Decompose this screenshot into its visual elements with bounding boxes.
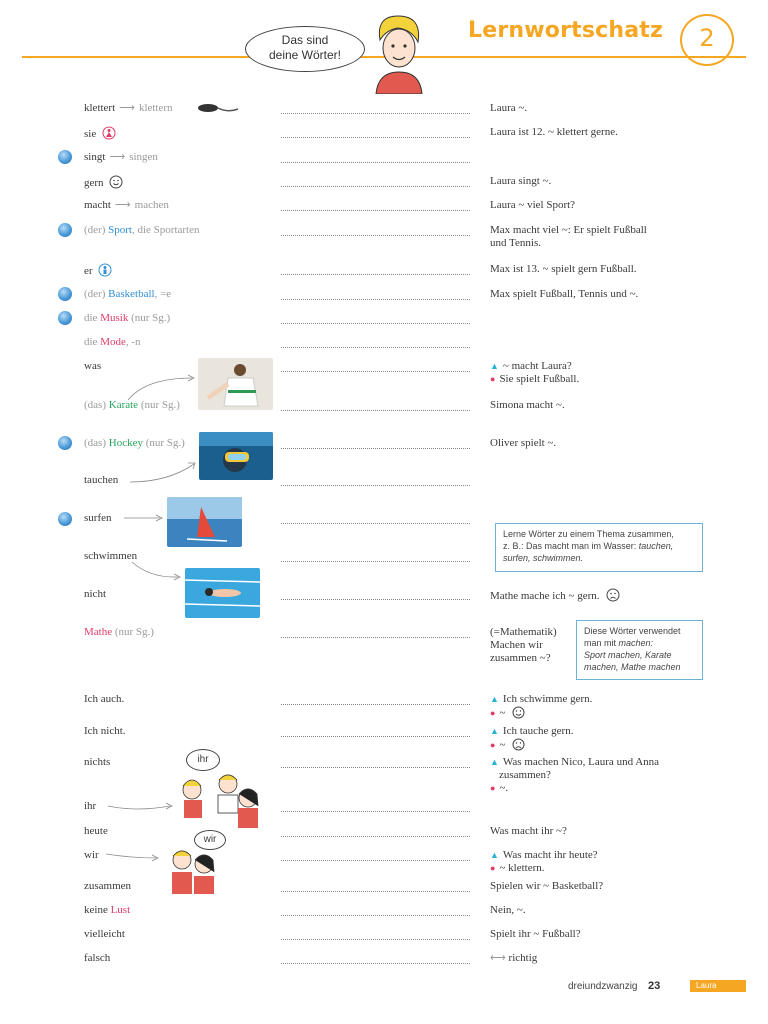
answer-line[interactable]: [281, 409, 470, 411]
vocab-example: Laura ~.: [490, 102, 528, 114]
double-arrow-icon: ⟷: [490, 952, 506, 964]
answer-line[interactable]: [281, 484, 470, 486]
vocab-example: ▲ Ich tauche gern. ● ~: [490, 725, 574, 751]
vocab-word: heute: [84, 825, 108, 837]
vocab-example: Nein, ~.: [490, 904, 526, 916]
girl-illustration: [362, 10, 434, 94]
vocab-word: ihr: [84, 800, 97, 812]
chapter-badge: [680, 14, 734, 66]
vocab-word: er: [84, 263, 112, 278]
answer-line[interactable]: [281, 322, 470, 324]
vocab-word: singt ⟶ singen: [84, 151, 158, 163]
triangle-icon: ▲: [490, 694, 499, 704]
surfing-photo: [167, 497, 242, 547]
vocab-word: falsch: [84, 952, 111, 964]
vocab-word: Mathe (nur Sg.): [84, 626, 154, 638]
bubble-line-1: Das sind: [281, 33, 329, 47]
triangle-icon: ▲: [490, 726, 499, 736]
answer-line[interactable]: [281, 298, 470, 300]
answer-line[interactable]: [281, 522, 470, 524]
page-title: Lernwortschatz: [468, 18, 664, 43]
male-person-icon: [98, 263, 112, 277]
vocab-example: ▲ Was machen Nico, Laura und Anna zusammen? ● ~.: [490, 756, 660, 794]
vocab-example: Max ist 13. ~ spielt gern Fußball.: [490, 263, 637, 275]
answer-line[interactable]: [281, 962, 470, 964]
globe-icon: [58, 287, 72, 301]
vocab-word: zusammen: [84, 880, 132, 892]
answer-line[interactable]: [281, 735, 470, 737]
answer-line[interactable]: [281, 447, 470, 449]
footer-tab: Laura: [690, 980, 746, 992]
vocab-word: die Musik (nur Sg.): [84, 312, 171, 324]
pair-illustration: [166, 846, 222, 896]
smiley-icon: [109, 175, 123, 189]
smiley-icon: [512, 706, 525, 719]
answer-line[interactable]: [281, 835, 470, 837]
vocab-example: Mathe mache ich ~ gern.: [490, 588, 690, 603]
vocab-example: ▲ Was macht ihr heute? ● ~ klettern.: [490, 849, 598, 874]
bubble-line-2: deine Wörter!: [268, 48, 342, 62]
vocab-word: tauchen: [84, 474, 119, 486]
globe-icon: [58, 311, 72, 325]
vocab-word: gern: [84, 175, 123, 190]
answer-line[interactable]: [281, 636, 470, 638]
dot-icon: ●: [490, 863, 496, 873]
vocab-word: Ich nicht.: [84, 725, 126, 737]
vocab-example: Simona macht ~.: [490, 399, 565, 411]
vocab-word: wir: [84, 849, 99, 861]
vocab-word: sie: [84, 126, 116, 141]
vocab-word: schwimmen: [84, 550, 138, 562]
vocab-word: die Mode, -n: [84, 336, 141, 348]
answer-line[interactable]: [281, 938, 470, 940]
answer-line[interactable]: [281, 703, 470, 705]
answer-line[interactable]: [281, 273, 470, 275]
triangle-icon: ▲: [490, 757, 499, 767]
answer-line[interactable]: [281, 560, 470, 562]
answer-line[interactable]: [281, 766, 470, 768]
vocab-example: Spielt ihr ~ Fußball?: [490, 928, 581, 940]
vocab-word: surfen: [84, 512, 112, 524]
vocab-example: Max macht viel ~: Er spielt Fußball und Tennis.: [490, 224, 647, 249]
vocab-example: ⟷ richtig: [490, 952, 538, 964]
female-person-icon: [102, 126, 116, 140]
globe-icon: [58, 150, 72, 164]
tip-box-topics: Lerne Wörter zu einem Thema zusammen, z. B.: Das macht man im Wasser: tauchen, surfen, schwimmen.: [495, 523, 703, 572]
answer-line[interactable]: [281, 810, 470, 812]
dot-icon: ●: [490, 740, 496, 750]
answer-line[interactable]: [281, 346, 470, 348]
globe-icon: [58, 223, 72, 237]
answer-line[interactable]: [281, 890, 470, 892]
vocab-example: Spielen wir ~ Basketball?: [490, 880, 604, 892]
vocab-example: Was macht ihr ~?: [490, 825, 567, 837]
carabiner-icon: [196, 101, 242, 115]
vocab-example: (=Mathematik) Machen wir zusammen ~?: [490, 626, 557, 664]
vocab-example: Laura ist 12. ~ klettert gerne.: [490, 126, 618, 138]
answer-line[interactable]: [281, 914, 470, 916]
answer-line[interactable]: [281, 112, 470, 114]
vocab-word: vielleicht: [84, 928, 125, 940]
vocab-example: ▲ ~ macht Laura? ● Sie spielt Fußball.: [490, 360, 580, 385]
triangle-icon: ▲: [490, 361, 499, 371]
tip-box-machen: Diese Wörter verwendet man mit machen: Sport machen, Karate machen, Mathe machen: [576, 620, 703, 680]
vocab-example: Laura ~ viel Sport?: [490, 199, 576, 211]
answer-line[interactable]: [281, 370, 470, 372]
answer-line[interactable]: [281, 598, 470, 600]
vocab-example: Laura singt ~.: [490, 175, 552, 187]
answer-line[interactable]: [281, 136, 470, 138]
speech-bubble: [245, 26, 365, 72]
answer-line[interactable]: [281, 161, 470, 163]
curved-arrow: [122, 512, 166, 524]
vocab-word: nicht: [84, 588, 106, 600]
vocab-word: klettert ⟶ klettern: [84, 102, 173, 114]
globe-icon: [58, 436, 72, 450]
answer-line[interactable]: [281, 209, 470, 211]
vocab-word: macht ⟶ machen: [84, 199, 169, 211]
curved-arrow: [130, 560, 184, 582]
karate-photo: [198, 358, 273, 410]
sad-face-icon: [606, 588, 620, 602]
triangle-icon: ▲: [490, 850, 499, 860]
vocab-example: Max spielt Fußball, Tennis und ~.: [490, 288, 639, 300]
vocab-word: (der) Basketball, =e: [84, 288, 172, 300]
swimming-photo: [185, 568, 260, 618]
chapter-number: 2: [699, 24, 715, 52]
speech-bubble-ihr: ihr: [186, 749, 220, 771]
group-illustration: [176, 768, 264, 830]
curved-arrow: [128, 460, 200, 486]
vocab-example: Oliver spielt ~.: [490, 437, 557, 449]
vocab-word: (der) Sport, die Sportarten: [84, 224, 200, 236]
curved-arrow: [104, 850, 162, 864]
answer-line[interactable]: [281, 234, 470, 236]
sad-face-icon: [512, 738, 525, 751]
vocab-word: Ich auch.: [84, 693, 125, 705]
answer-line[interactable]: [281, 185, 470, 187]
vocab-word: (das) Karate (nur Sg.): [84, 399, 180, 411]
dot-icon: ●: [490, 708, 496, 718]
page-number: 23: [648, 980, 661, 992]
vocab-word: keine Lust: [84, 904, 131, 916]
dot-icon: ●: [490, 374, 496, 384]
speech-bubble-wir: wir: [194, 830, 226, 850]
vocab-word: was: [84, 360, 102, 372]
diving-photo: [199, 432, 273, 480]
page-number-words: dreiundzwanzig: [568, 981, 638, 992]
vocab-word: nichts: [84, 756, 111, 768]
dot-icon: ●: [490, 783, 496, 793]
curved-arrow: [126, 372, 198, 402]
curved-arrow: [106, 800, 178, 814]
vocab-word: (das) Hockey (nur Sg.): [84, 437, 185, 449]
answer-line[interactable]: [281, 859, 470, 861]
vocab-example: ▲ Ich schwimme gern. ● ~: [490, 693, 593, 719]
globe-icon: [58, 512, 72, 526]
